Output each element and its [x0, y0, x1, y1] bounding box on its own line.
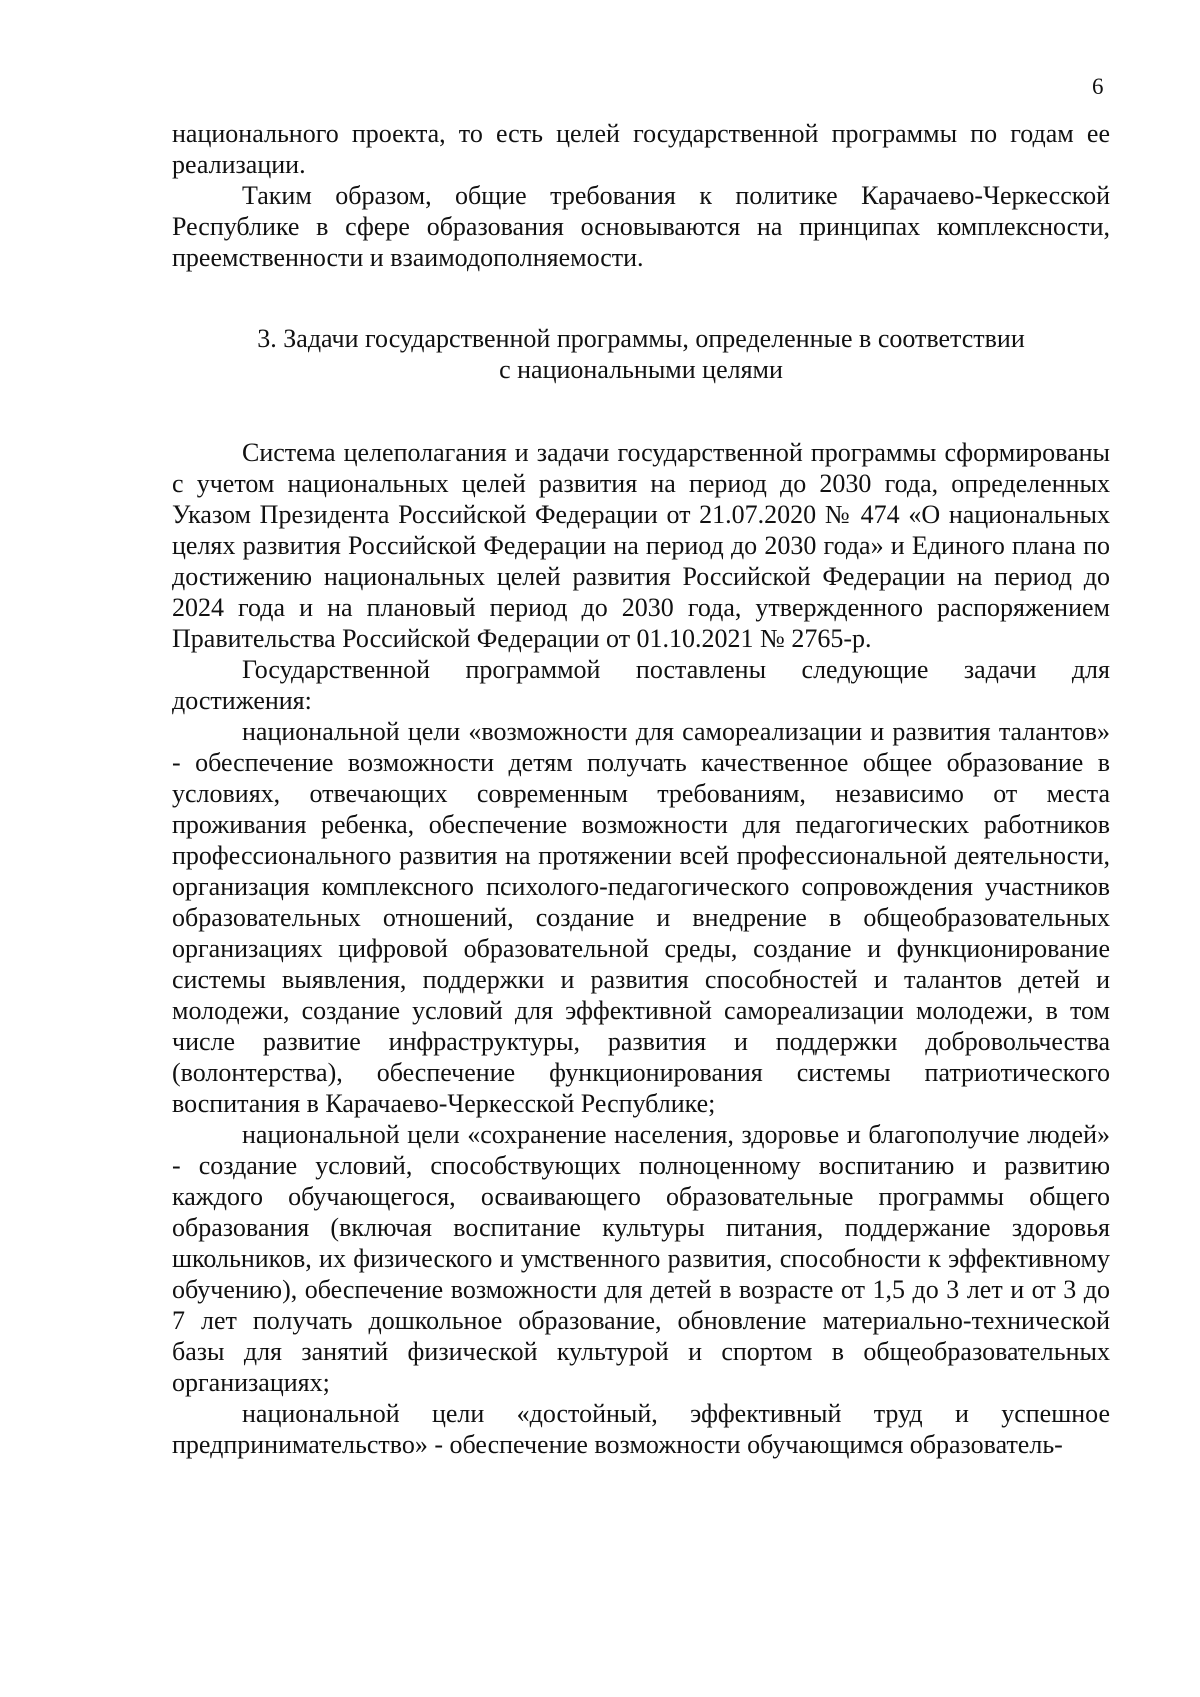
section-heading	[172, 323, 1110, 385]
paragraph-tasks-intro: Государственной программой поставлены следующие задачи для достижения:	[172, 655, 1110, 715]
paragraph-goal-setting: Система целеполагания и задачи государственной программы сформированы с учетом национальных целей развития на период до 2030 года, определенных Указом Президента Российской Федерации от 21.07.2020 № 474 «О национальных целях развития Российской Федерации на период до 2030 года» и Единого плана по достижению национальных целей развития Российской Федерации на период до 2024 года и на плановый период до 2030 года, утвержденного распоряжением Правительства Российской Федерации от 01.10.2021 № 2765-р.	[172, 438, 1110, 653]
paragraph-goal-talents: национальной цели «возможности для самореализации и развития талантов» - обеспечение возможности детям получать качественное общее образование в условиях, отвечающих современным требованиям, независимо от места проживания ребенка, обеспечение возможности для педагогических работников профессионального развития на протяжении всей профессиональной деятельности, организация комплексного психолого-педагогического сопровождения участников образовательных отношений, создание и внедрение в общеобразовательных организациях цифровой образовательной среды, создание и функционирование системы выявления, поддержки и развития способностей и талантов детей и молодежи, создание условий для эффективной самореализации молодежи, в том числе развитие инфраструктуры, развития и поддержки добровольчества (волонтерства), обеспечение функционирования системы патриотического воспитания в Карачаево-Черкесской Республике;	[172, 717, 1110, 1118]
paragraph-goal-health: национальной цели «сохранение населения, здоровье и благополучие людей» - создание условий, способствующих полноценному воспитанию и развитию каждого обучающегося, осваивающего образовательные программы общего образования (включая воспитание культуры питания, поддержание здоровья школьников, их физического и умственного развития, способности к эффективному обучению), обеспечение возможности для детей в возрасте от 1,5 до 3 лет и от 3 до 7 лет получать дошкольное образование, обновление материально-технической базы для занятий физической культурой и спортом в общеобразовательных организациях;	[172, 1120, 1110, 1397]
page-number: 6	[1092, 74, 1104, 99]
paragraph-goal-labor: национальной цели «достойный, эффективный труд и успешное предпринимательство» - обеспечение возможности обучающимся образователь-	[172, 1399, 1110, 1459]
document-body	[172, 118, 1110, 1460]
paragraph-intro-continuation: национального проекта, то есть целей государственной программы по годам ее реализации.	[172, 119, 1110, 179]
section-heading-line-1: 3. Задачи государственной программы, определенные в соответствии	[257, 324, 1025, 353]
paragraph-intro-summary: Таким образом, общие требования к политике Карачаево-Черкесской Республике в сфере образования основываются на принципах комплексности, преемственности и взаимодополняемости.	[172, 181, 1110, 272]
section-heading-line-2: с национальными целями	[499, 355, 783, 384]
